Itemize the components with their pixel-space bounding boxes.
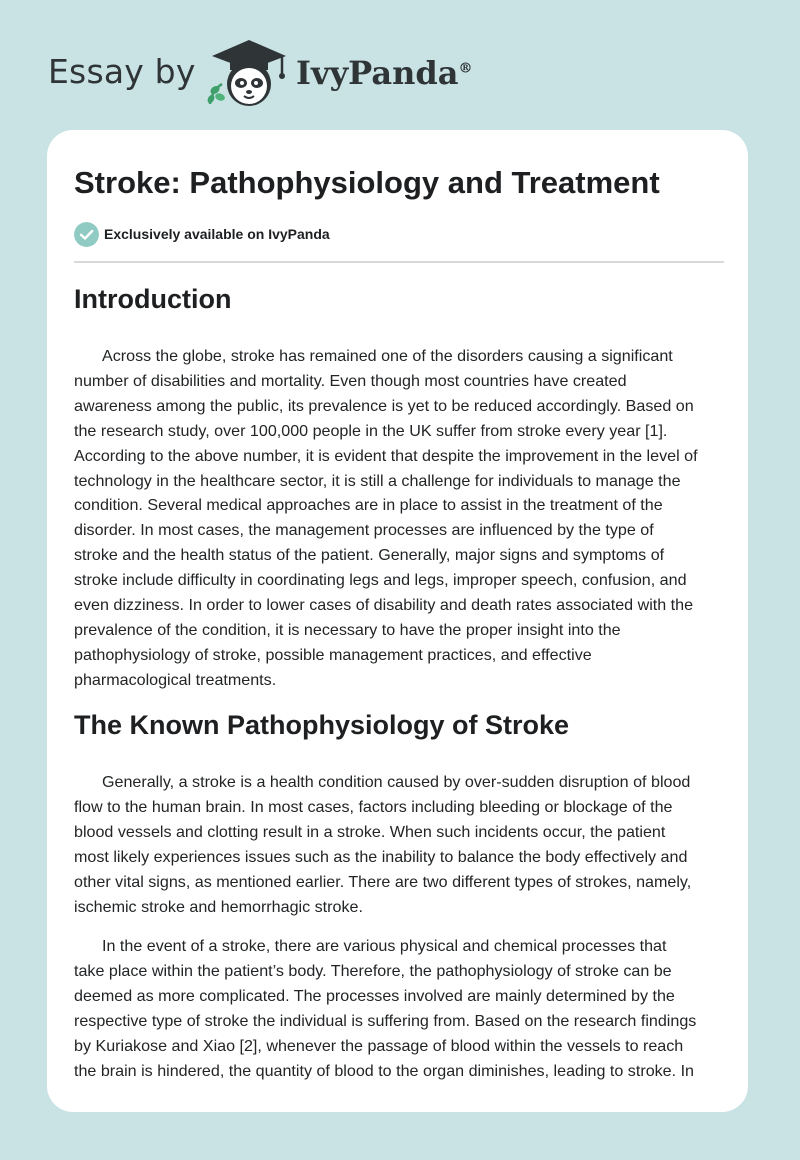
text-line: by Kuriakose and Xiao [2], whenever the passage of blood within the vessels to reach <box>74 1036 684 1055</box>
text-line: most likely experiences issues such as the inability to balance the body effectively and <box>74 847 688 866</box>
text-line: ischemic stroke and hemorrhagic stroke. <box>74 897 363 916</box>
text-line: pharmacological treatments. <box>74 670 277 689</box>
paragraph-pathophysiology-1 <box>74 770 726 919</box>
text-line: condition. Several medical approaches are in place to assist in the treatment of the <box>74 496 663 515</box>
text-line: respective type of stroke the individual is suffering from. Based on the research findings <box>74 1011 697 1030</box>
text-line: the brain is hindered, the quantity of blood to the organ diminishes, leading to stroke. In <box>74 1061 695 1080</box>
text-line: take place within the patient’s body. Therefore, the pathophysiology of stroke can be <box>74 961 672 980</box>
text-line: pathophysiology of stroke, possible management practices, and effective <box>74 645 592 664</box>
title-divider <box>74 261 724 263</box>
text-line: the research study, over 100,000 people in the UK suffer from stroke every year [1]. <box>74 421 668 440</box>
text-line: deemed as more complicated. The processes involved are mainly determined by the <box>74 986 675 1005</box>
exclusive-badge-text: Exclusively available on IvyPanda <box>104 226 330 242</box>
text-line: Across the globe, stroke has remained one of the disorders causing a significant <box>102 347 673 365</box>
text-line: Generally, a stroke is a health condition caused by over-sudden disruption of blood <box>102 773 691 791</box>
section-heading-pathophysiology: The Known Pathophysiology of Stroke <box>74 710 570 740</box>
essay-card <box>47 130 748 1112</box>
brand-header <box>48 34 508 114</box>
text-line: awareness among the public, its prevalence is yet to be reduced accordingly. Based on <box>74 396 694 415</box>
text-line: even dizziness. In order to lower cases of disability and death rates associated with the <box>74 596 694 615</box>
paragraph-pathophysiology-2 <box>74 934 726 1083</box>
text-line: blood vessels and clotting result in a stroke. When such incidents occur, the patient <box>74 822 666 841</box>
brand-name <box>296 54 472 92</box>
check-circle-icon <box>74 222 99 247</box>
text-line: In the event of a stroke, there are various physical and chemical processes that <box>102 937 667 955</box>
text-line: stroke and the health status of the patient. Generally, major signs and symptoms of <box>74 546 665 565</box>
panda-graduate-logo-icon <box>200 34 298 108</box>
text-line: prevalence of the condition, it is necessary to have the proper insight into the <box>74 620 621 639</box>
page-title: Stroke: Pathophysiology and Treatment <box>74 165 660 200</box>
text-line: disorder. In most cases, the management processes are influenced by the type of <box>74 521 654 540</box>
brand-registered-mark: ® <box>458 60 473 77</box>
text-line: According to the above number, it is evident that despite the improvement in the level of <box>74 446 698 465</box>
text-line: number of disabilities and mortality. Even though most countries have created <box>74 371 627 390</box>
section-heading-introduction: Introduction <box>74 284 232 314</box>
text-line: flow to the human brain. In most cases, factors including bleeding or blockage of the <box>74 797 673 816</box>
text-line: other vital signs, as mentioned earlier. There are two different types of strokes, namely, <box>74 872 692 891</box>
text-line: stroke include difficulty in coordinating legs and legs, improper speech, confusion, and <box>74 571 687 590</box>
paragraph-introduction <box>74 344 726 693</box>
brand-prefix: Essay by <box>48 52 196 91</box>
text-line: technology in the healthcare sector, it is still a challenge for individuals to manage the <box>74 471 681 490</box>
exclusive-badge <box>74 221 330 247</box>
brand-name-text: IvyPanda <box>296 54 459 92</box>
